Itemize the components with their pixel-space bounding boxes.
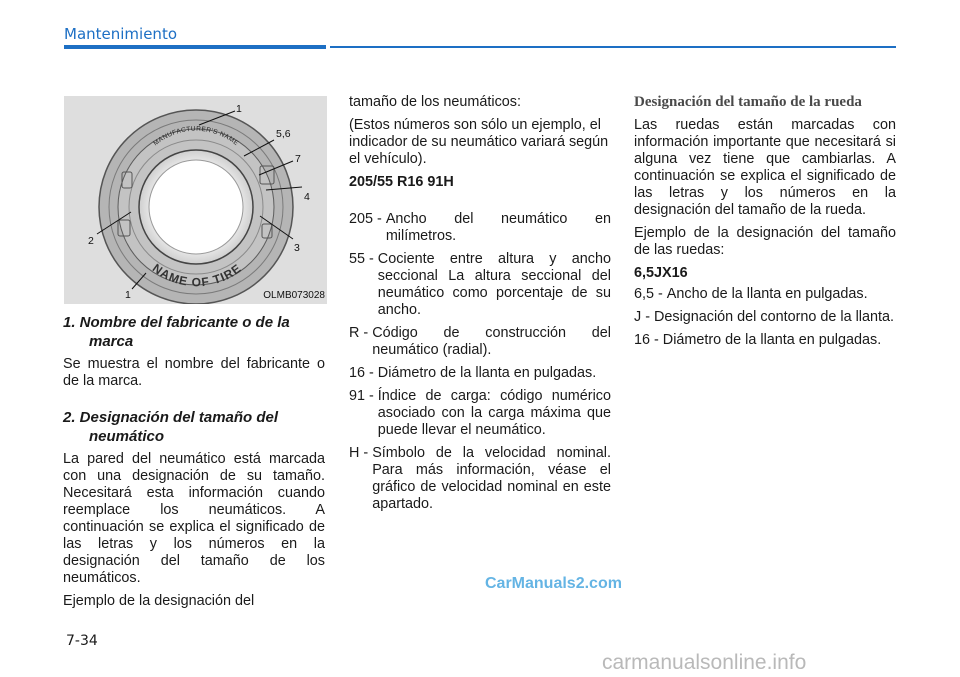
list-item [634, 286, 896, 303]
heading-tire-size [63, 408, 325, 446]
heading-manufacturer-line1: 1. Nombre del fabricante o de la [63, 314, 290, 331]
paragraph-wheel-size: Las ruedas están marcadas con información importante que necesitará si alguna vez tiene que cambiarlas. A continuación se explica el significado de las letras y los números en la designación del tamaño de la rueda. [634, 117, 896, 218]
list-item-key: R - [349, 325, 373, 341]
paragraph-example-cont: tamaño de los neumáticos: [349, 94, 521, 110]
list-item [634, 332, 896, 349]
header-rule-thin [330, 46, 896, 48]
paragraph-wheel-example: Ejemplo de la designación del tamaño de las ruedas: [634, 225, 896, 258]
list-item-key: 16 - [349, 365, 378, 381]
wheel-size-list [634, 286, 896, 349]
section-title: Mantenimiento [64, 25, 177, 43]
heading-tire-size-line1: 2. Designación del tamaño del [63, 409, 279, 426]
tire-text-name: NAME OF TIRE [149, 260, 245, 290]
list-item [349, 388, 611, 439]
list-item-key: 205 - [349, 211, 386, 227]
heading-manufacturer-line2: marca [89, 333, 134, 350]
list-item-value: Índice de carga: código numérico asociado con la carga máxima que puede llevar el neumático. [377, 388, 611, 438]
header-rule-thick [64, 45, 326, 49]
column-left [63, 313, 325, 610]
list-item-key: J - [634, 309, 654, 325]
callout-5-6: 5,6 [276, 128, 291, 140]
wheel-size-code: 6,5JX16 [634, 265, 688, 281]
tire-size-list [349, 211, 611, 513]
list-item-value: Símbolo de la velocidad nominal. Para más información, véase el gráfico de velocidad nominal en este apartado. [372, 445, 611, 512]
list-item [349, 211, 611, 245]
tire-text-manufacturer: MANUFACTURER'S NAME [152, 125, 240, 148]
page-number: 7-34 [66, 633, 98, 649]
list-item-key: 91 - [349, 388, 378, 404]
callout-7: 7 [295, 153, 301, 165]
paragraph-note: (Estos números son sólo un ejemplo, el indicador de su neumático variará según el vehículo). [349, 117, 609, 167]
list-item-value: Ancho del neumático en milímetros. [385, 211, 611, 244]
watermark-carmanuals: CarManuals2.com [485, 575, 622, 592]
paragraph-tire-size: La pared del neumático está marcada con una designación de su tamaño. Necesitará esta información cuando reemplace los neumáticos. A continuación se explica el significado de las letras y los números en la designación del tamaño de los neumáticos. [63, 451, 325, 586]
callout-2: 2 [88, 235, 94, 247]
callout-4: 4 [304, 191, 310, 203]
list-item-value: Diámetro de la llanta en pulgadas. [662, 332, 882, 348]
list-item [349, 365, 611, 382]
list-item [349, 445, 611, 513]
paragraph-example-start: Ejemplo de la designación del [63, 593, 255, 609]
tire-size-code: 205/55 R16 91H [349, 174, 454, 190]
column-right [634, 94, 896, 349]
tire-illustration [64, 96, 327, 304]
list-item-key: H - [349, 445, 373, 461]
heading-wheel-size: Designación del tamaño de la rueda [634, 94, 862, 110]
callout-1-top: 1 [236, 103, 242, 115]
list-item-value: Código de construcción del neumático (radial). [372, 325, 611, 358]
figure-code: OLMB073028 [263, 290, 325, 301]
tire-figure [64, 96, 327, 304]
list-item [634, 309, 896, 326]
list-item-key: 6,5 - [634, 286, 667, 302]
callout-3: 3 [294, 242, 300, 254]
paragraph-manufacturer: Se muestra el nombre del fabricante o de la marca. [63, 356, 325, 389]
list-item-value: Cociente entre altura y ancho seccional La altura seccional del neumático como porcentaje de su ancho. [377, 251, 611, 318]
list-item-value: Ancho de la llanta en pulgadas. [666, 286, 868, 302]
heading-manufacturer [63, 313, 325, 351]
list-item [349, 251, 611, 319]
column-middle [349, 94, 611, 513]
heading-tire-size-line2: neumático [89, 428, 165, 445]
list-item-value: Diámetro de la llanta en pulgadas. [377, 365, 597, 381]
watermark-site: carmanualsonline.info [602, 651, 807, 674]
callout-1-bottom: 1 [125, 289, 131, 301]
list-item-key: 55 - [349, 251, 378, 267]
list-item [349, 325, 611, 359]
list-item-key: 16 - [634, 332, 663, 348]
list-item-value: Designación del contorno de la llanta. [653, 309, 894, 325]
